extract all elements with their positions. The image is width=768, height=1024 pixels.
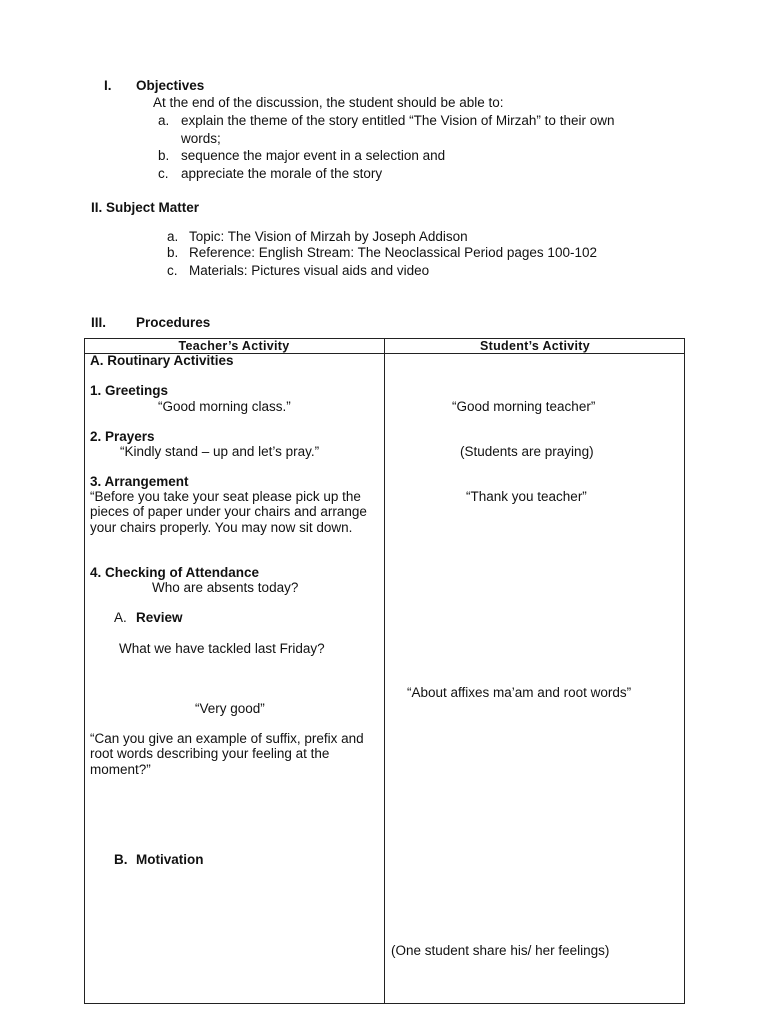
col-header-teacher: Teacher’s Activity (178, 339, 290, 353)
subject-reference: Reference: English Stream: The Neoclassical Period pages 100-102 (189, 245, 597, 260)
motivation-heading: Motivation (136, 852, 204, 867)
review-marker: A. (114, 610, 127, 625)
greetings-student: “Good morning teacher” (452, 399, 596, 414)
greetings-heading: 1. Greetings (90, 383, 169, 398)
objective-a-cont: words; (181, 131, 221, 146)
subject-matter-heading: II. Subject Matter (91, 200, 200, 215)
col-header-student: Student’s Activity (479, 339, 591, 353)
subject-marker-a: a. (167, 229, 179, 244)
objective-marker-c: c. (158, 166, 169, 181)
subject-marker-b: b. (167, 245, 179, 260)
objectives-intro: At the end of the discussion, the student should be able to: (153, 95, 504, 110)
arrangement-heading: 3. Arrangement (90, 474, 189, 489)
review-question: What we have tackled last Friday? (119, 641, 325, 656)
review-student: “About affixes ma’am and root words” (407, 685, 632, 700)
greetings-teacher: “Good morning class.” (158, 399, 291, 414)
prayers-student: (Students are praying) (460, 444, 594, 459)
objective-a-text: explain the theme of the story entitled “The Vision of Mirzah” to their own (181, 113, 615, 128)
motivation-marker: B. (114, 852, 128, 867)
subject-topic: Topic: The Vision of Mirzah by Joseph Addison (189, 229, 468, 244)
arrangement-teacher: “Before you take your seat please pick up the pieces of paper under your chairs and arrange your chairs properly. You may now sit down. (90, 489, 367, 535)
very-good-teacher: “Very good” (195, 701, 265, 716)
arrangement-student: “Thank you teacher” (466, 489, 587, 504)
prayers-heading: 2. Prayers (90, 429, 155, 444)
subject-materials: Materials: Pictures visual aids and video (189, 263, 430, 278)
objective-marker-b: b. (158, 148, 170, 163)
objective-c-text: appreciate the morale of the story (181, 166, 383, 181)
objective-marker-a: a. (158, 113, 170, 128)
attendance-teacher: Who are absents today? (152, 580, 299, 595)
attendance-heading: 4. Checking of Attendance (90, 565, 260, 580)
procedures-heading: Procedures (136, 315, 211, 330)
subject-marker-c: c. (167, 263, 178, 278)
procedures-numeral: III. (91, 315, 107, 330)
prayers-teacher: “Kindly stand – up and let’s pray.” (120, 444, 320, 459)
share-student: (One student share his/ her feelings) (391, 943, 610, 958)
objectives-heading: Objectives (136, 78, 205, 93)
review-heading: Review (136, 610, 183, 625)
routinary-heading: A. Routinary Activities (90, 353, 234, 368)
objective-b-text: sequence the major event in a selection and (181, 148, 446, 163)
example-question: “Can you give an example of suffix, prefix and root words describing your feeling at the moment?” (90, 731, 364, 777)
table-column-divider (384, 338, 385, 1004)
objectives-numeral: I. (104, 78, 112, 93)
